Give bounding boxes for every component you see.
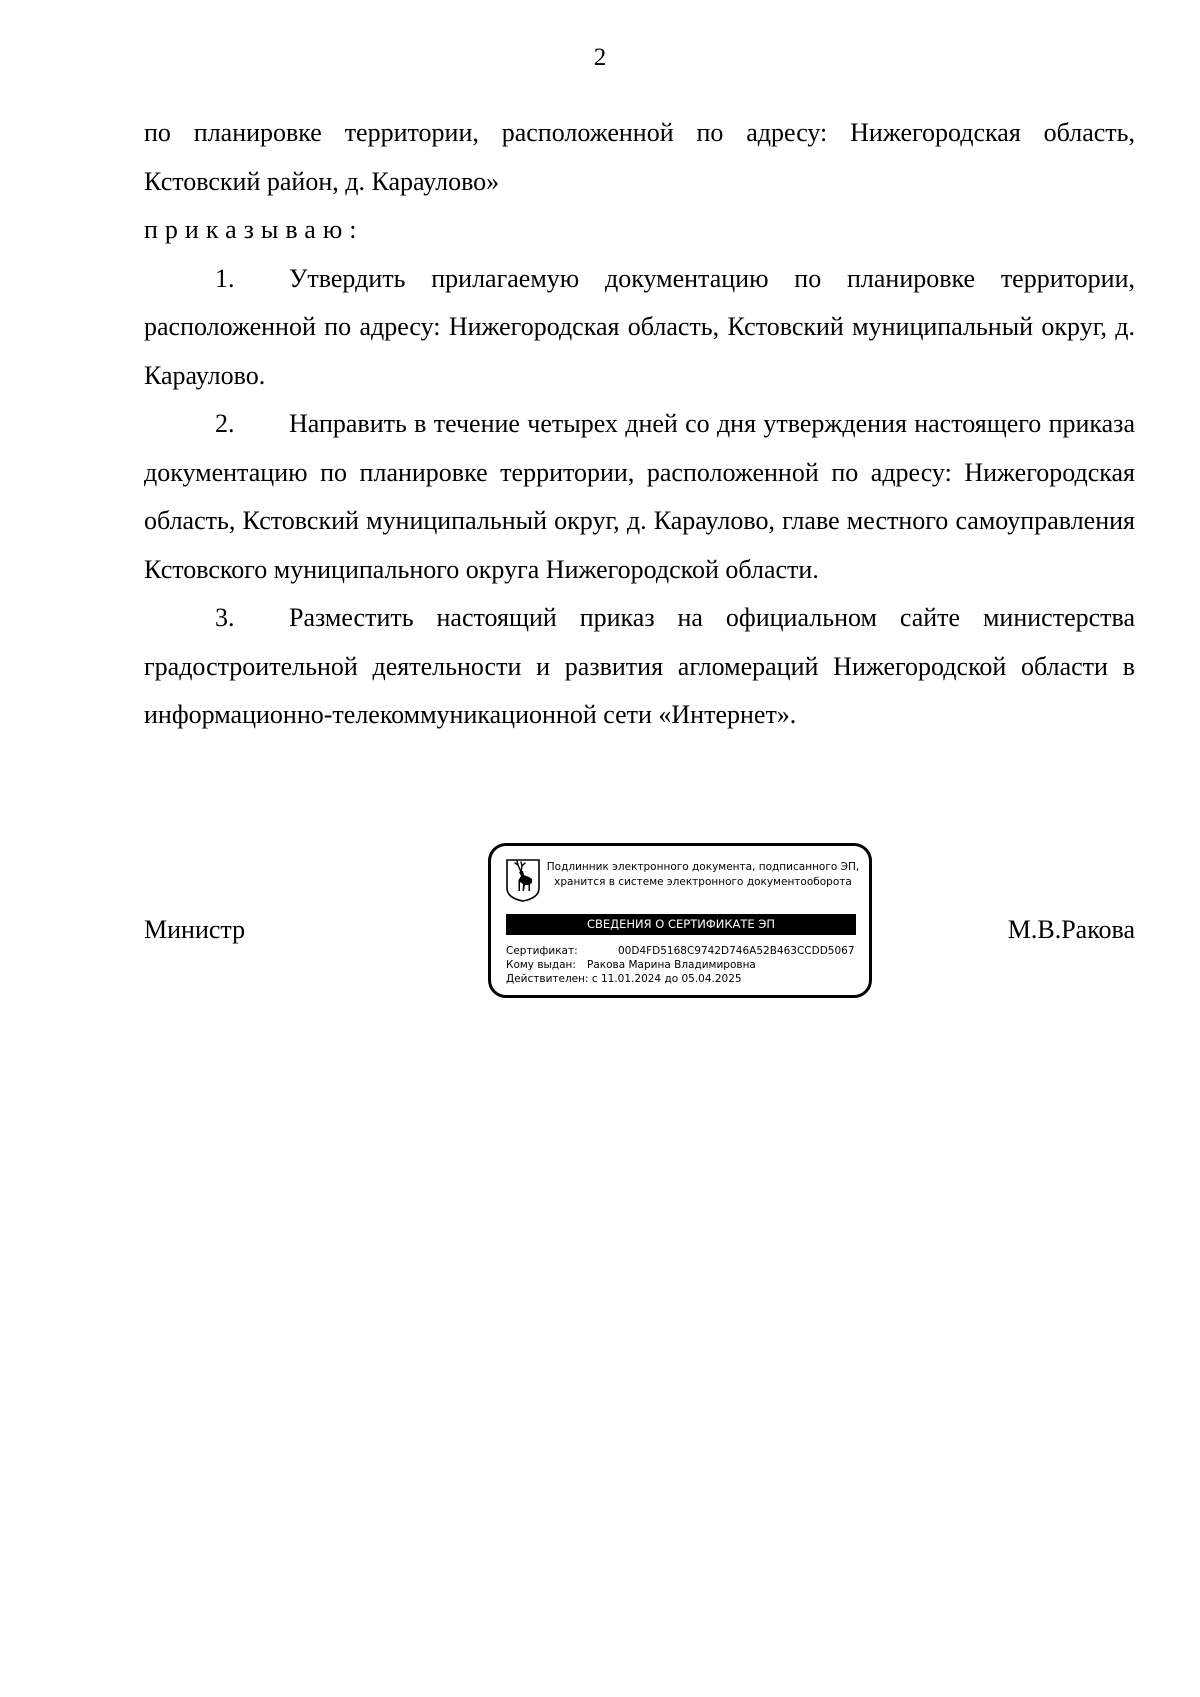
- owner-value: Ракова Марина Владимировна: [587, 959, 756, 971]
- list-item-number: 2.: [215, 409, 235, 438]
- list-item: [144, 255, 1135, 401]
- page-number: 2: [593, 44, 607, 71]
- signer-name: М.В.Ракова: [1007, 915, 1135, 944]
- intro-paragraph: по планировке территории, расположенной по адресу: Нижегородская область, Кстовский район, д. Караулово»: [144, 118, 1135, 196]
- decree-word: приказываю:: [144, 215, 364, 244]
- electronic-signature-stamp: [488, 843, 872, 998]
- validity-row: Действителен: с 11.01.2024 до 05.04.2025: [506, 973, 742, 985]
- stamp-header-line: Подлинник электронного документа, подписанного ЭП,: [546, 861, 860, 873]
- list-item: [144, 400, 1135, 594]
- list-item-number: 1.: [215, 263, 235, 293]
- certificate-label: Сертификат:: [506, 945, 578, 957]
- certificate-value: 00D4FD5168C9742D746A52B463CCDD5067: [618, 945, 855, 957]
- owner-label: Кому выдан:: [506, 959, 576, 971]
- list-item-text: Разместить настоящий приказ на официальном сайте министерства градостроительной деятельности и развития агломераций Нижегородской области в информационно-телекоммуникационной сети «Интернет».: [144, 603, 1135, 729]
- certificate-row: [506, 944, 856, 958]
- stamp-title-bar: СВЕДЕНИЯ О СЕРТИФИКАТЕ ЭП: [506, 914, 856, 935]
- deer-emblem-icon: [505, 858, 541, 902]
- stamp-header: [545, 860, 861, 890]
- stamp-details: [506, 944, 856, 986]
- list-item: [144, 594, 1135, 740]
- list-item-text: Направить в течение четырех дней со дня утверждения настоящего приказа документацию по планировке территории, расположенной по адресу: Нижегородская область, Кстовский муниципальный округ, д. Караулово, главе местного самоуправления Кстовского муниципального округа Нижегородской области.: [144, 409, 1135, 584]
- list-item-number: 3.: [215, 603, 235, 632]
- list-item-text: Утвердить прилагаемую документацию по планировке территории, расположенной по адресу: Нижегородская область, Кстовский муниципальный округ, д. Караулово.: [144, 263, 1135, 390]
- stamp-header-line: хранится в системе электронного документооборота: [554, 876, 852, 888]
- document-body: [144, 109, 1135, 740]
- owner-row: [506, 958, 856, 972]
- signer-position: Министр: [144, 915, 246, 944]
